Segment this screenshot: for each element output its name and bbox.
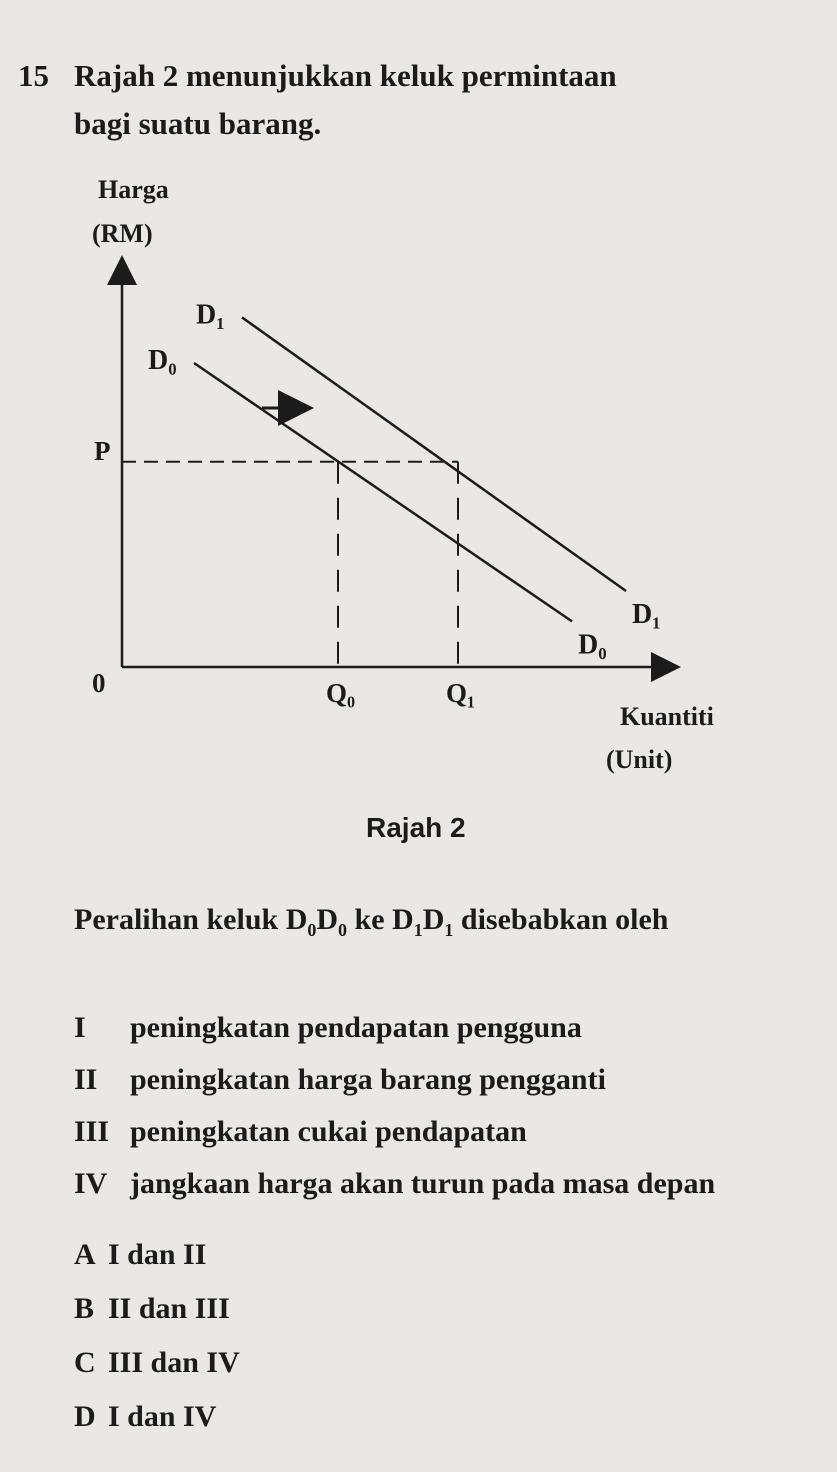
curve-end-label-1: D₁ bbox=[632, 599, 661, 630]
option-letter: B bbox=[74, 1292, 95, 1325]
q0-label: Q₀ bbox=[326, 678, 356, 708]
statement-numeral: I bbox=[74, 1011, 86, 1044]
guide-lines bbox=[122, 462, 458, 667]
demand-curve-1 bbox=[242, 317, 626, 591]
question-text-line1: Rajah 2 menunjukkan keluk permintaan bbox=[74, 58, 617, 93]
y-axis-unit: (RM) bbox=[92, 219, 153, 248]
statement-text: peningkatan cukai pendapatan bbox=[130, 1115, 527, 1148]
stem-d1b-sub: 1 bbox=[444, 920, 454, 940]
demand-curve-0 bbox=[194, 363, 572, 621]
option-text: III dan IV bbox=[108, 1346, 240, 1379]
statement-text: peningkatan harga barang pengganti bbox=[130, 1063, 606, 1096]
stem-d1-sub: 1 bbox=[413, 920, 423, 940]
y-axis-label: Harga bbox=[98, 175, 169, 204]
question-text-line2: bagi suatu barang. bbox=[74, 106, 322, 141]
stem-d1b: D bbox=[422, 903, 445, 936]
statement-item bbox=[74, 1054, 794, 1106]
x-axis-unit: (Unit) bbox=[606, 745, 673, 774]
stem-mid: ke D bbox=[347, 903, 414, 936]
chart-labels bbox=[92, 175, 714, 774]
stem-d0-sub: 0 bbox=[307, 920, 317, 940]
option-b[interactable] bbox=[74, 1282, 240, 1336]
answer-options bbox=[74, 1228, 240, 1444]
demand-curve-chart bbox=[0, 160, 837, 800]
stem-text-after: disebabkan oleh bbox=[453, 903, 669, 936]
option-letter: C bbox=[74, 1346, 96, 1379]
question-header bbox=[18, 52, 617, 148]
option-letter: D bbox=[74, 1400, 96, 1433]
option-letter: A bbox=[74, 1238, 96, 1271]
question-stem bbox=[74, 896, 794, 954]
x-axis-label: Kuantiti bbox=[620, 702, 714, 731]
stem-d0b-sub: 0 bbox=[338, 920, 348, 940]
curve-end-label-0: D₀ bbox=[578, 629, 607, 661]
statement-numeral: III bbox=[74, 1115, 110, 1148]
statement-item bbox=[74, 1106, 794, 1158]
origin-label: 0 bbox=[92, 668, 106, 698]
option-a[interactable] bbox=[74, 1228, 240, 1282]
question-number: 15 bbox=[18, 58, 49, 93]
statement-text: jangkaan harga akan turun pada masa depan bbox=[130, 1167, 716, 1200]
curve-start-label-1: D₁ bbox=[196, 299, 225, 331]
stem-d0b: D bbox=[316, 903, 339, 936]
stem-text-before: Peralihan keluk D bbox=[74, 903, 308, 936]
curve-start-label-0: D₀ bbox=[148, 345, 177, 376]
option-text: I dan IV bbox=[108, 1400, 217, 1433]
statement-item bbox=[74, 1002, 794, 1054]
option-text: I dan II bbox=[108, 1238, 207, 1271]
option-d[interactable] bbox=[74, 1390, 240, 1444]
statement-item bbox=[74, 1158, 794, 1210]
price-label: P bbox=[94, 435, 111, 466]
statement-list bbox=[74, 1002, 794, 1210]
figure-caption: Rajah 2 bbox=[366, 812, 466, 843]
statement-numeral: II bbox=[74, 1063, 98, 1096]
option-text: II dan III bbox=[108, 1292, 230, 1325]
statement-text: peningkatan pendapatan pengguna bbox=[130, 1011, 582, 1044]
q1-label: Q₁ bbox=[446, 678, 476, 708]
demand-curves bbox=[194, 317, 626, 621]
statement-numeral: IV bbox=[74, 1167, 108, 1200]
option-c[interactable] bbox=[74, 1336, 240, 1390]
